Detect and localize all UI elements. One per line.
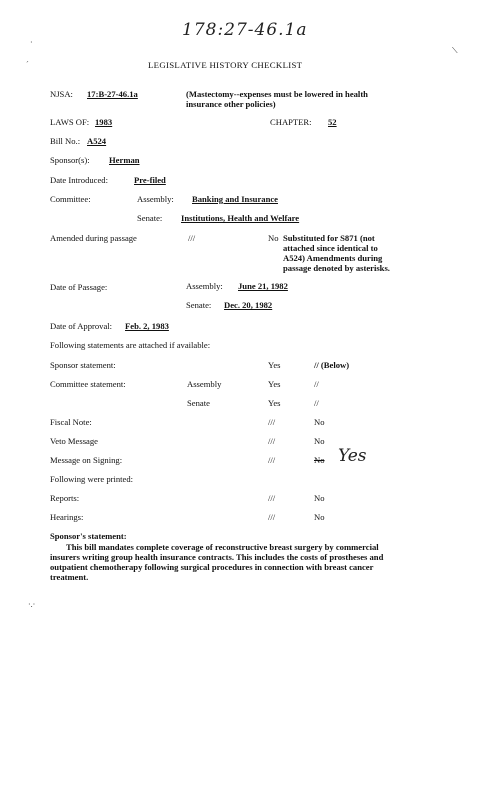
njsa-label: NJSA: — [50, 89, 73, 99]
bill-no-label: Bill No.: — [50, 136, 81, 146]
stray-mark: · — [30, 38, 33, 47]
printed-row-yes: /// — [268, 493, 276, 503]
stray-mark: ·.· — [28, 600, 36, 609]
row-answer: // — [314, 379, 319, 389]
handwritten-reference: 178:27-46.1a — [182, 20, 308, 40]
row-yes: Yes — [268, 360, 281, 370]
row-label: Message on Signing: — [50, 455, 123, 465]
committee-assembly-value: Banking and Insurance — [192, 194, 278, 204]
chapter-value: 52 — [328, 117, 337, 127]
row-yes: /// — [268, 417, 276, 427]
row-answer: No — [314, 417, 325, 427]
printed-row-answer: No — [314, 493, 325, 503]
amended-note: Substituted for S871 (not attached since identical to A524) Amendments during passage denoted by asterisks. — [283, 233, 390, 273]
following-attached-heading: Following statements are attached if available: — [50, 340, 211, 350]
row-yes: Yes — [268, 398, 281, 408]
sponsors-label: Sponsor(s): — [50, 155, 90, 165]
committee-senate-label: Senate: — [137, 213, 163, 223]
row-yes: /// — [268, 455, 276, 465]
sponsor-statement-body: This bill mandates complete coverage of reconstructive breast surgery by commercial insurers writing group health insurance contracts. This includes the costs of prostheses and outpatient chemotherapy following surgical procedures in connection with breast cancer treatment. — [50, 542, 384, 583]
row-answer: No — [314, 436, 325, 446]
sponsor-statement-heading: Sponsor's statement: — [50, 531, 127, 541]
row-yes: /// — [268, 436, 276, 446]
sponsors-value: Herman — [109, 155, 140, 165]
row-answer: // (Below) — [314, 360, 350, 370]
date-of-approval-label: Date of Approval: — [50, 321, 113, 331]
bill-no-value: A524 — [87, 136, 107, 146]
printed-row-label: Hearings: — [50, 512, 84, 522]
row-sub: Senate — [187, 398, 210, 408]
row-answer-struck: No — [314, 455, 325, 465]
row-label: Committee statement: — [50, 379, 126, 389]
stray-mark: ⟍ — [452, 46, 458, 55]
njsa-value: 17:B-27-46.1a — [87, 89, 138, 99]
following-printed-heading: Following were printed: — [50, 474, 134, 484]
laws-of-value: 1983 — [95, 117, 113, 127]
date-introduced-value: Pre-filed — [134, 175, 166, 185]
printed-row-label: Reports: — [50, 493, 80, 503]
committee-label: Committee: — [50, 194, 91, 204]
printed-row-answer: No — [314, 512, 325, 522]
printed-row-yes: /// — [268, 512, 276, 522]
committee-senate-value: Institutions, Health and Welfare — [181, 213, 300, 223]
laws-of-label: LAWS OF: — [50, 117, 90, 127]
row-answer: // — [314, 398, 319, 408]
amended-answer: No — [268, 233, 279, 243]
njsa-subject: (Mastectomy--expenses must be lowered in health insurance other policies) — [186, 89, 368, 109]
row-label: Fiscal Note: — [50, 417, 92, 427]
row-yes: Yes — [268, 379, 281, 389]
passage-senate-label: Senate: — [186, 300, 212, 310]
row-sub: Assembly — [187, 379, 222, 389]
handwritten-yes: Yes — [338, 446, 367, 466]
passage-assembly-value: June 21, 1982 — [238, 281, 288, 291]
date-of-passage-label: Date of Passage: — [50, 282, 108, 292]
stray-mark: ˊ — [26, 60, 29, 69]
date-of-approval-value: Feb. 2, 1983 — [125, 321, 169, 331]
passage-senate-value: Dec. 20, 1982 — [224, 300, 273, 310]
row-label: Veto Message — [50, 436, 98, 446]
row-label: Sponsor statement: — [50, 360, 116, 370]
amended-marks: /// — [188, 233, 196, 243]
page-title: LEGISLATIVE HISTORY CHECKLIST — [148, 60, 303, 70]
passage-assembly-label: Assembly: — [186, 281, 223, 291]
date-introduced-label: Date Introduced: — [50, 175, 108, 185]
amended-label: Amended during passage — [50, 233, 137, 243]
committee-assembly-label: Assembly: — [137, 194, 174, 204]
chapter-label: CHAPTER: — [270, 117, 312, 127]
